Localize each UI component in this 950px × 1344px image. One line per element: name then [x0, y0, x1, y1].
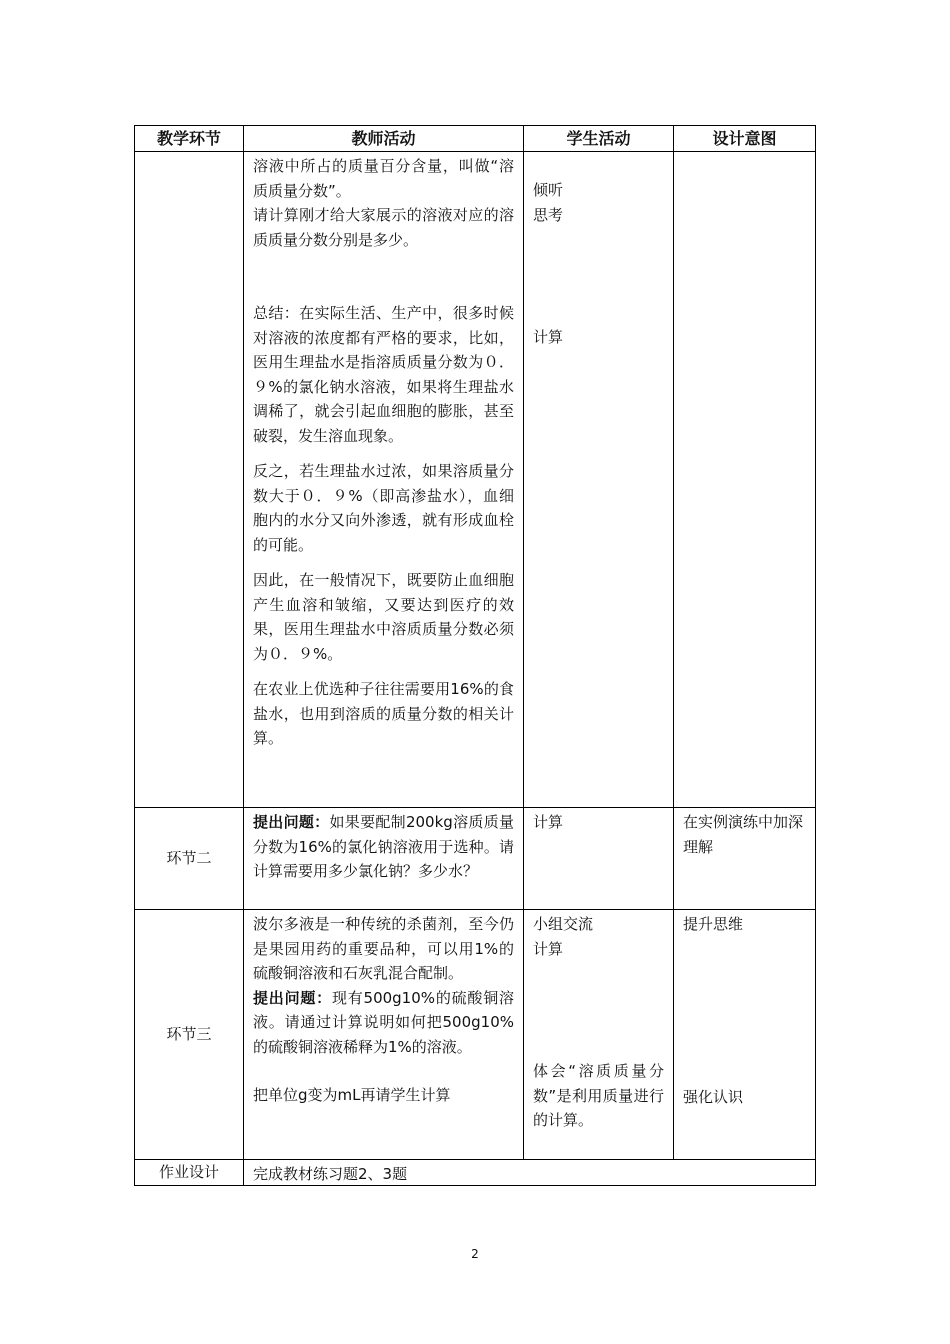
teacher-activity-cell	[244, 808, 524, 909]
paragraph: 反之，若生理盐水过浓，如果溶质量分数大于０．９%（即高渗盐水），血细胞内的水分又向外渗透，就有形成血栓的可能。	[253, 462, 514, 554]
paragraph: 总结：在实际生活、生产中，很多时候对溶液的浓度都有严格的要求，比如，医用生理盐水是指溶质质量分数为０．９%的氯化钠水溶液，如果将生理盐水调稀了，就会引起血细胞的膨胀，甚至破裂，发生溶血现象。	[253, 304, 514, 445]
student-activity-cell	[524, 152, 674, 807]
question-text: 如果要配制200kg溶质质量分数为16%的氯化钠溶液用于选种。请计算需要用多少氯化钠？多少水？	[253, 813, 514, 880]
paragraph: 波尔多液是一种传统的杀菌剂，至今仍是果园用药的重要品种，可以用1%的硫酸铜溶液和石灰乳混合配制。	[253, 915, 514, 982]
paragraph	[253, 810, 514, 884]
student-activity-cell	[524, 808, 674, 909]
intent-text: 提升思维	[683, 915, 744, 933]
teacher-activity-cell	[244, 910, 524, 1159]
teacher-activity-cell	[244, 152, 524, 807]
design-intent-cell	[674, 910, 815, 1159]
table-row	[135, 152, 815, 808]
table-header-row	[135, 126, 815, 152]
header-teacher-activity: 教师活动	[244, 126, 524, 151]
page-number: 2	[471, 1247, 479, 1261]
intent-text: 在实例演练中加深理解	[683, 813, 804, 856]
student-text: 思考	[533, 205, 564, 224]
question-text: 现有500g10%的硫酸铜溶液。请通过计算说明如何把500g10%的硫酸铜溶液稀释为1%的溶液。	[253, 988, 514, 1056]
stage-cell: 环节二	[135, 808, 244, 909]
paragraph: 把单位g变为mL再请学生计算	[253, 1086, 451, 1104]
student-text: 计算	[533, 813, 564, 831]
table-row	[135, 808, 815, 910]
student-text: 倾听	[533, 181, 564, 199]
question-label: 提出问题：	[253, 988, 332, 1007]
paragraph: 因此，在一般情况下，既要防止血细胞产生血溶和皱缩，又要达到医疗的效果，医用生理盐水中溶质质量分数必须为０．９%。	[253, 571, 514, 663]
paragraph: 请计算刚才给大家展示的溶液对应的溶质质量分数分别是多少。	[253, 206, 514, 249]
table-row	[135, 1160, 815, 1185]
stage-cell: 环节三	[135, 910, 244, 1159]
question-label: 提出问题：	[253, 813, 330, 831]
header-student-activity: 学生活动	[524, 126, 674, 151]
student-activity-cell	[524, 910, 674, 1159]
homework-cell: 完成教材练习题2、3题	[253, 1165, 408, 1183]
stage-cell: 作业设计	[135, 1160, 244, 1185]
student-text: 体会“溶质质量分数”是利用质量进行的计算。	[533, 1062, 664, 1129]
header-stage: 教学环节	[135, 126, 244, 151]
header-design-intent: 设计意图	[712, 129, 777, 148]
paragraph: 在农业上优选种子往往需要用16%的食盐水，也用到溶质的质量分数的相关计算。	[253, 680, 514, 747]
design-intent-cell	[674, 808, 815, 909]
student-text: 小组交流	[533, 915, 594, 933]
lesson-plan-table	[134, 125, 816, 1186]
student-text: 计算	[533, 939, 564, 958]
stage-cell	[135, 152, 244, 807]
student-text: 计算	[533, 328, 564, 346]
intent-text: 强化认识	[683, 1087, 744, 1106]
design-intent-cell	[674, 152, 815, 807]
paragraph: 溶液中所占的质量百分含量，叫做“溶质质量分数”。	[253, 157, 514, 200]
table-row	[135, 910, 815, 1160]
paragraph	[253, 986, 514, 1060]
